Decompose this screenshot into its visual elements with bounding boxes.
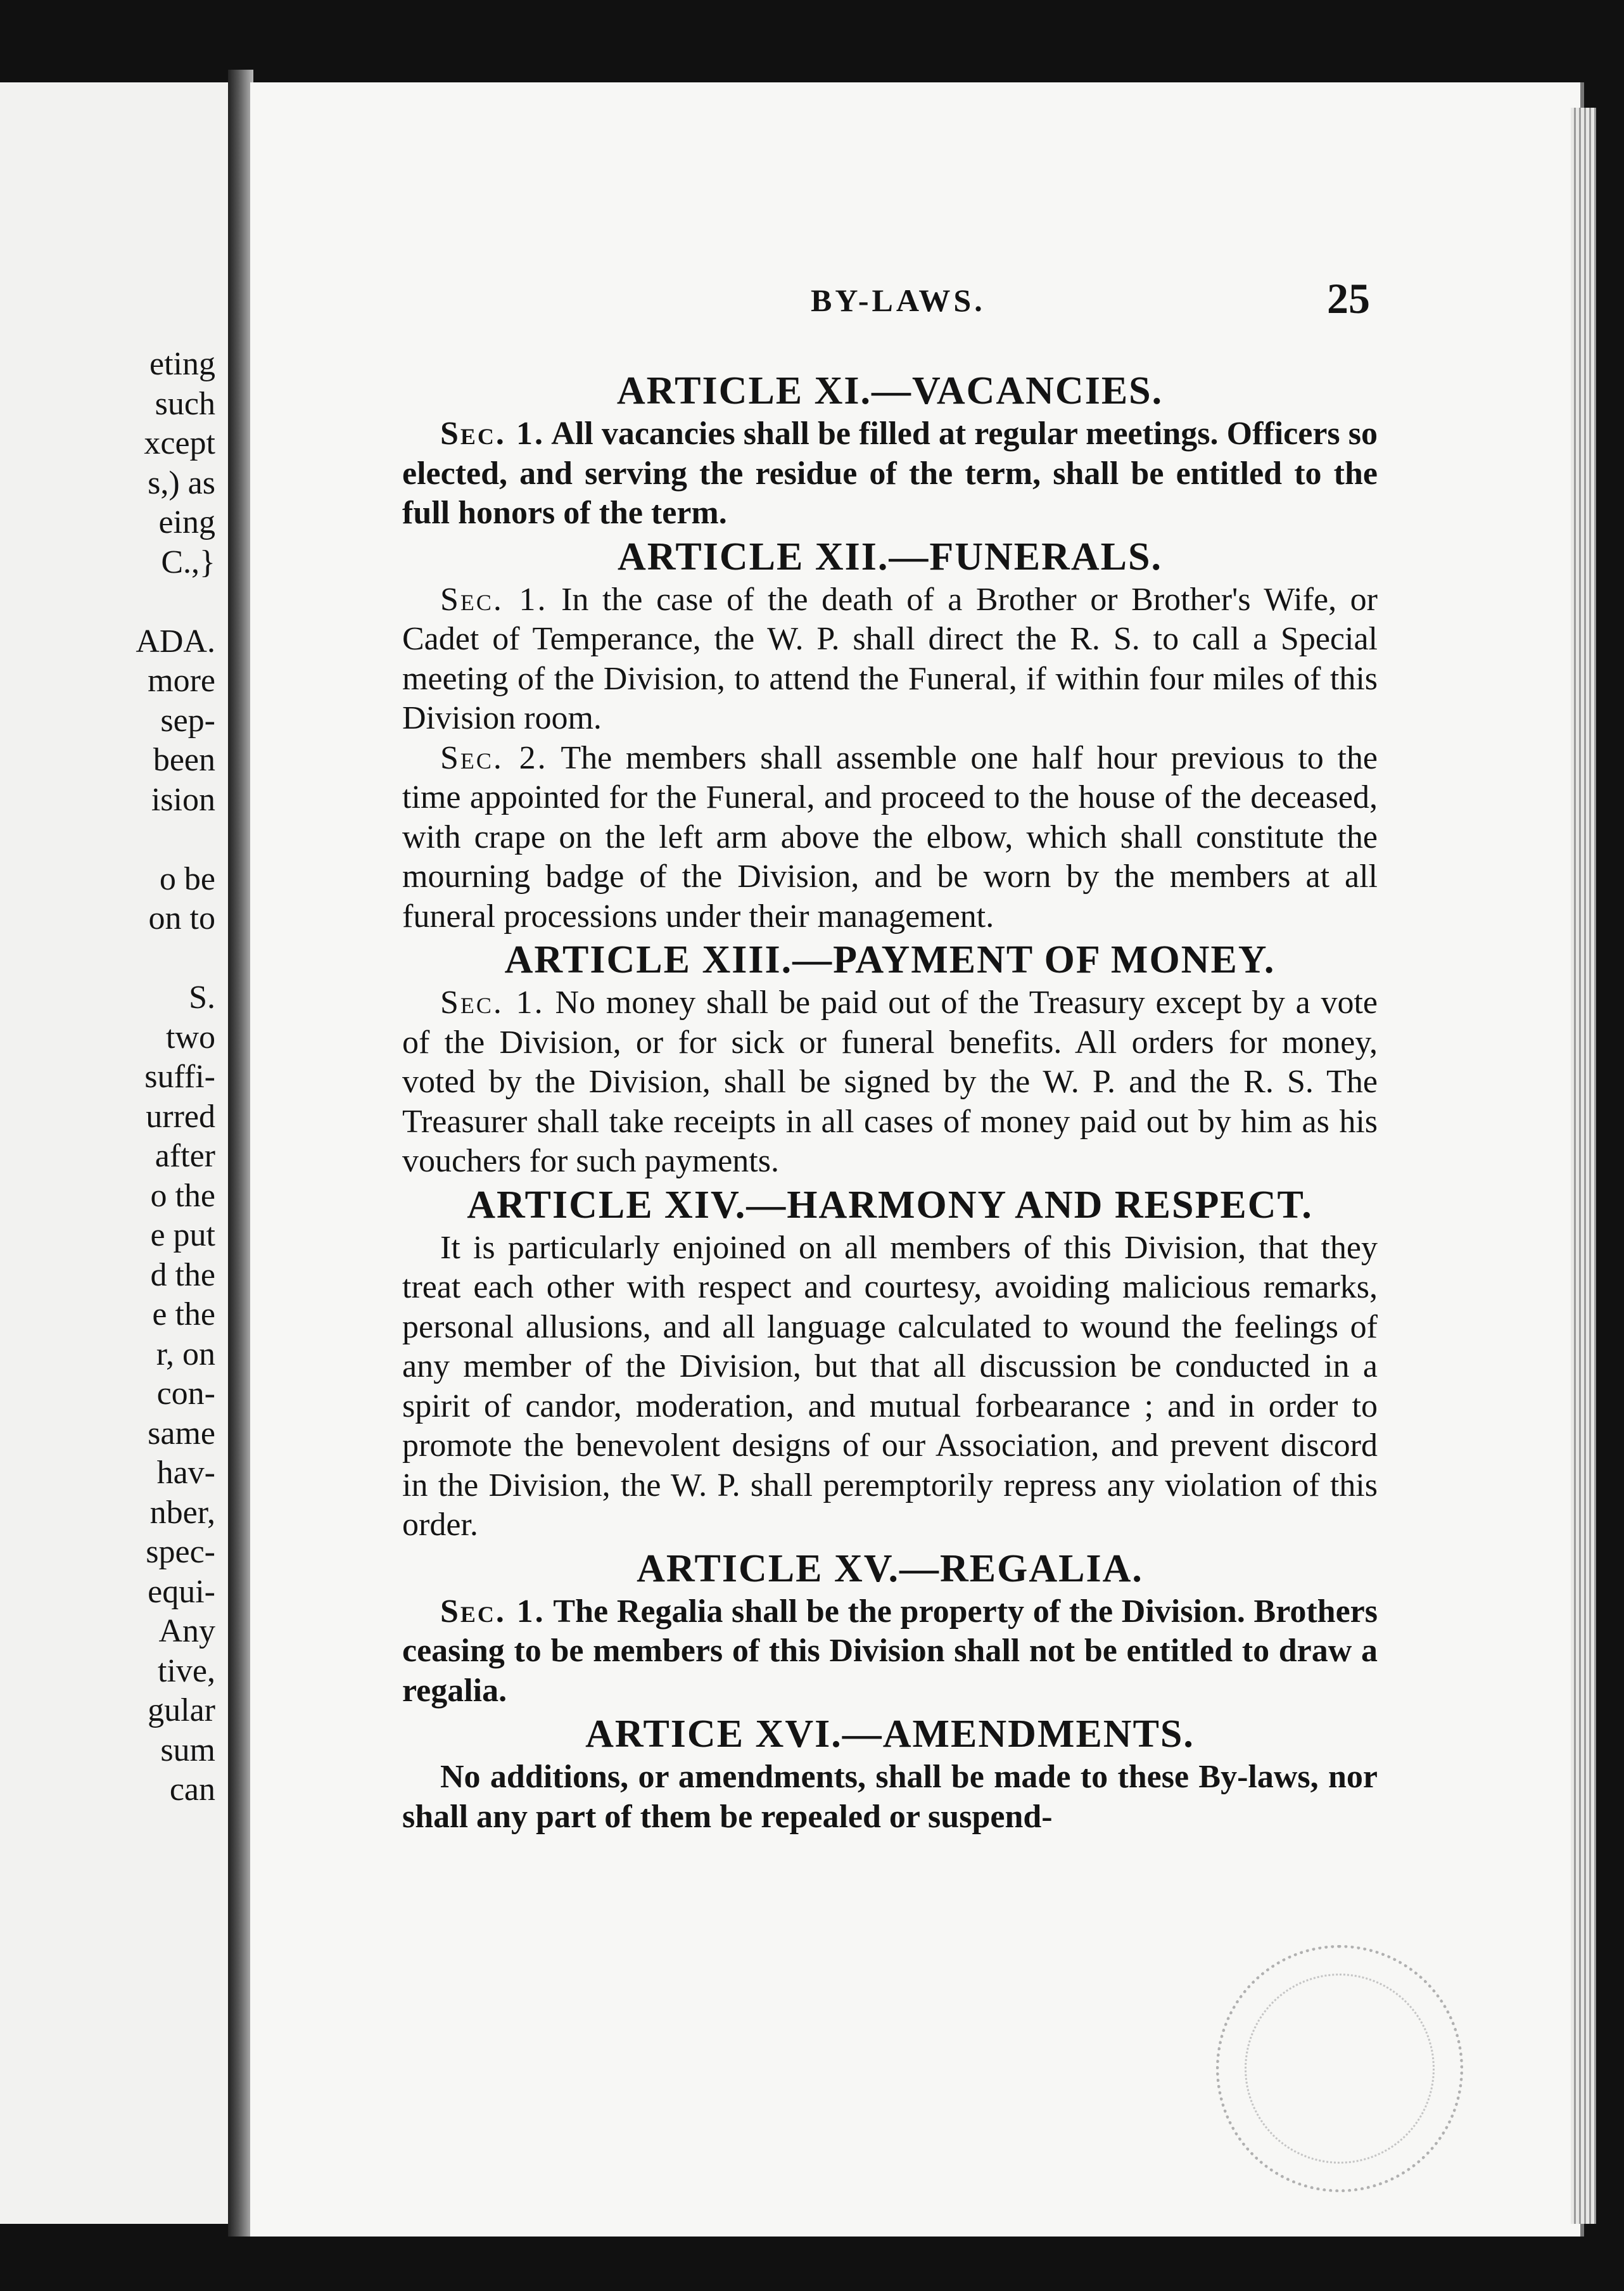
left-page-line: two	[166, 1019, 215, 1056]
left-page-line: such	[155, 385, 215, 422]
page-edge	[1571, 108, 1596, 2224]
section-text: The Regalia shall be the property of the Division. Brothers ceasing to be members of this Division shall not be entitled to draw a regalia.	[402, 1593, 1378, 1709]
section-text: The members shall assemble one half hour previous to the time appointed for the Funeral, and proceed to the house of the deceased, with crape on the left arm above the elbow, which shall constitute the mourning badge of the Division, and be worn by the members at all funeral processions under their management.	[402, 739, 1378, 935]
library-stamp-inner-ring	[1245, 1974, 1435, 2164]
article-xii-heading: ARTICLE XII.—FUNERALS.	[617, 535, 1163, 578]
left-page-line: Any	[158, 1613, 215, 1649]
left-page-line: s,) as	[148, 464, 215, 501]
article-xii-section-1	[402, 580, 1378, 739]
left-page-line: on to	[148, 900, 215, 936]
left-page-line: xcept	[144, 425, 215, 461]
article-xi-section-1	[402, 414, 1378, 533]
book-gutter	[228, 70, 253, 2237]
left-page-line: tive,	[158, 1652, 215, 1689]
article-xvi-text: No additions, or amendments, shall be made to these By-laws, nor shall any part of them be repealed or suspend-	[402, 1759, 1378, 1835]
article-xv-heading: ARTICLE XV.—REGALIA.	[637, 1547, 1143, 1590]
left-page-line: eting	[149, 346, 215, 382]
article-xiii-section-1	[402, 983, 1378, 1182]
running-head: BY-LAWS.	[811, 283, 986, 318]
left-page-line: same	[148, 1415, 215, 1452]
left-page-line: suffi-	[144, 1059, 215, 1095]
left-page-line: nber,	[149, 1494, 215, 1531]
left-page-line: C.,}	[161, 544, 215, 580]
left-page-line: d the	[150, 1256, 215, 1293]
left-page-line: sum	[160, 1732, 215, 1768]
page-number: 25	[1327, 274, 1370, 322]
article-xi-heading: ARTICLE XI.—VACANCIES.	[616, 369, 1164, 412]
left-page-line: o be	[159, 860, 215, 897]
section-text: In the case of the death of a Brother or Brother's Wife, or Cadet of Temperance, the W. P. shall direct the R. S. to call a Special meeting of the Division, to attend the Funeral, if within four miles of this Division room.	[402, 581, 1378, 736]
section-text: No money shall be paid out of the Treasury except by a vote of the Division, or for sick or funeral benefits. All orders for money, voted by the Division, shall be signed by the W. P. and the R. S. The Treasurer shall take receipts in all cases of money paid out by him as his vouchers for such payments.	[402, 985, 1378, 1179]
left-page-line: r, on	[156, 1336, 215, 1372]
section-label: Sec. 1.	[440, 581, 548, 618]
left-page-line: ADA.	[136, 623, 215, 660]
library-stamp	[1216, 1945, 1463, 2192]
page-body	[402, 272, 1378, 1837]
section-label: Sec. 1.	[440, 1593, 545, 1630]
left-page-line: o the	[150, 1177, 215, 1214]
left-page-line: ision	[151, 781, 215, 818]
left-facing-page	[0, 82, 233, 2224]
left-page-line: can	[169, 1771, 215, 1808]
section-text: All vacancies shall be filled at regular meetings. Officers so elected, and serving the residue of the term, shall be entitled to the full honors of the term.	[402, 416, 1378, 531]
article-xiv-text: It is particularly enjoined on all members of this Division, that they treat each other with respect and courtesy, avoiding malicious remarks, personal allusions, and all language calculated to wound the feelings of any member of the Division, but that all discussion be conducted in a spirit of candor, moderation, and mutual forbearance ; and in order to promote the benevolent designs of our Association, and prevent discord in the Division, the W. P. shall peremptorily repress any violation of this order.	[402, 1229, 1378, 1543]
left-page-line: e put	[150, 1217, 215, 1253]
section-label: Sec. 1.	[440, 416, 545, 452]
left-page-line: urred	[146, 1098, 215, 1135]
article-xvi-heading: ARTICE XVI.—AMENDMENTS.	[585, 1713, 1195, 1756]
article-xiv-heading: ARTICLE XIV.—HARMONY AND RESPECT.	[467, 1183, 1313, 1227]
left-page-line: gular	[148, 1692, 215, 1728]
left-page-line: equi-	[148, 1573, 215, 1610]
left-page-line: S.	[189, 980, 215, 1016]
left-page-line: more	[148, 663, 215, 699]
left-page-line: hav-	[156, 1455, 215, 1491]
left-page-line: con-	[156, 1375, 215, 1412]
left-page-line: been	[153, 742, 215, 778]
article-xiii-heading: ARTICLE XIII.—PAYMENT OF MONEY.	[504, 938, 1276, 981]
article-xv-section-1	[402, 1592, 1378, 1711]
article-xii-section-2	[402, 739, 1378, 937]
left-page-line: spec-	[146, 1534, 215, 1570]
section-label: Sec. 2.	[440, 739, 548, 776]
left-page-line: after	[155, 1138, 215, 1174]
left-page-line: eing	[158, 504, 215, 540]
left-page-line: sep-	[160, 702, 215, 739]
section-label: Sec. 1.	[440, 985, 545, 1021]
left-page-line: e the	[152, 1296, 215, 1332]
